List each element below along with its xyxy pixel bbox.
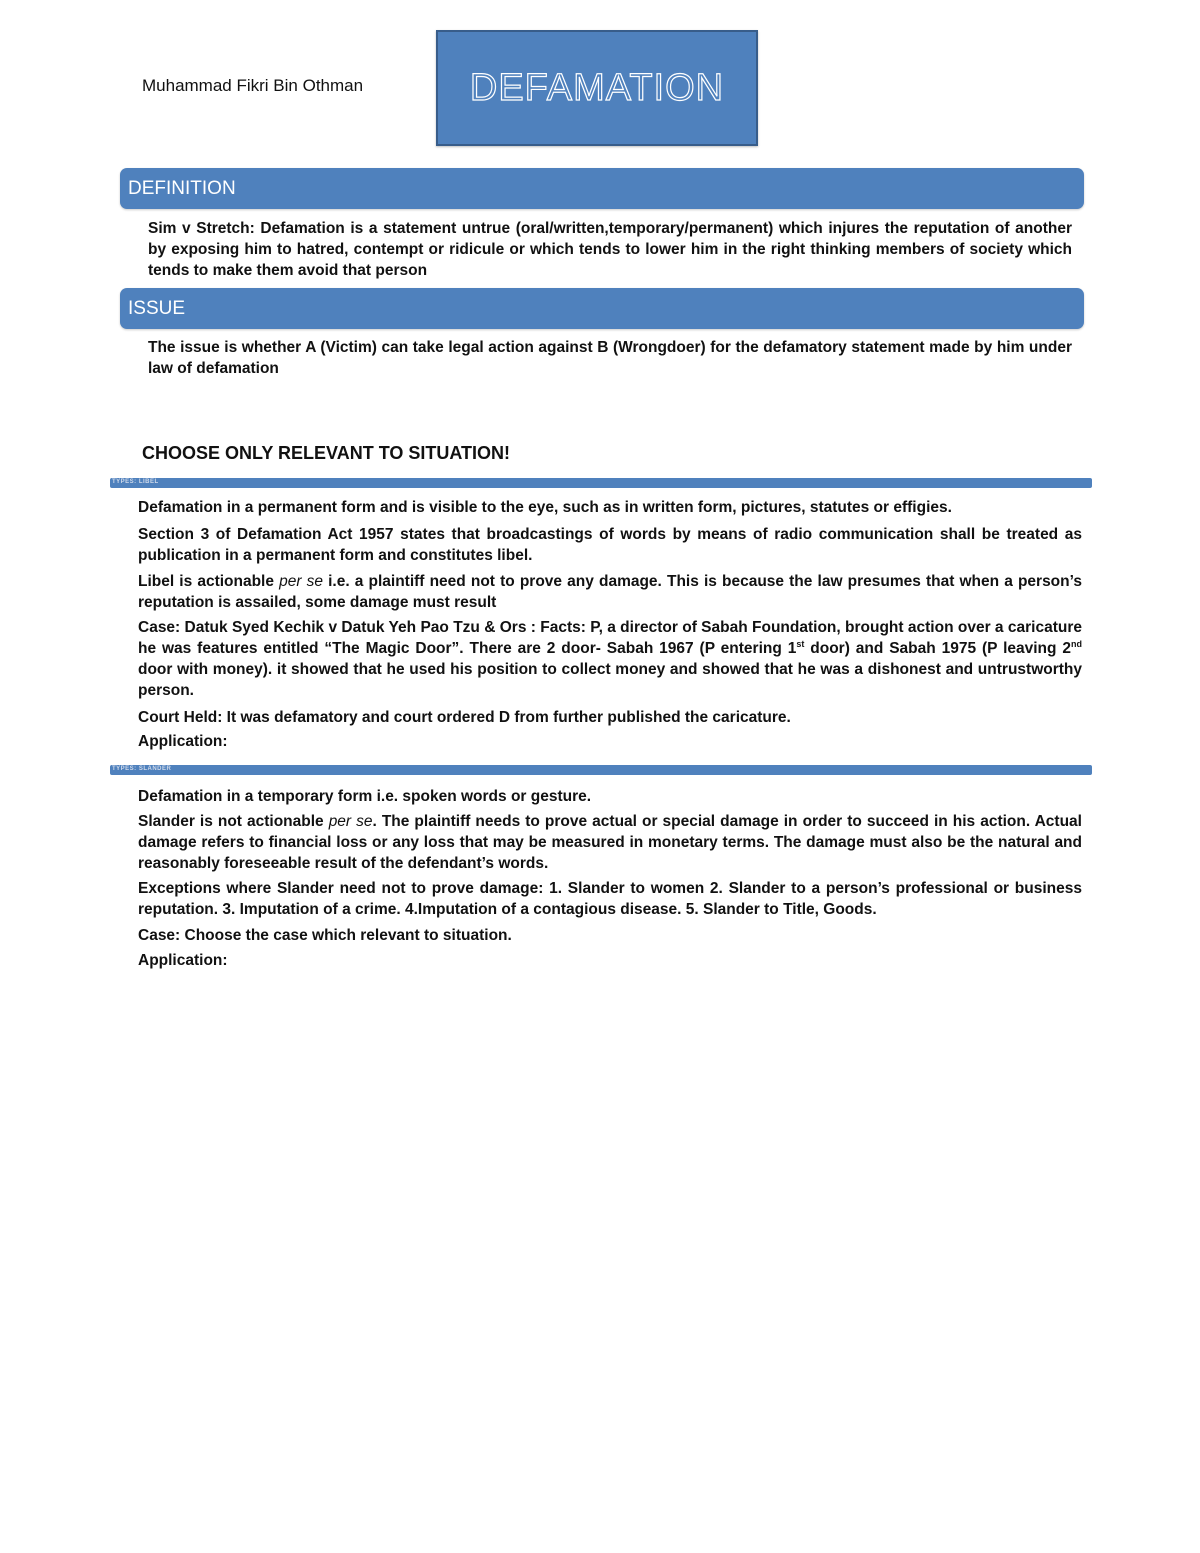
slander-per-se-italic: per se [328,813,373,830]
libel-definition: Defamation in a permanent form and is visible to the eye, such as in written form, pictures, statutes or effigies. [138,499,952,516]
libel-per-se-b: i.e. a plaintiff need not to prove any damage. This is because the law presumes that when a person’s reputation is assailed, some damage must result [138,573,1082,611]
libel-case-sup1: st [796,638,805,649]
slander-per-se-a: Slander is not actionable [138,813,329,830]
libel-case-a: Case: Datuk Syed Kechik v Datuk Yeh Pao Tzu & Ors : Facts: P, a director of Sabah Foundation, brought action over a caricature he was features entitled “The Magic Door”. There are 2 door- Sabah 1967 (P entering 1 [138,619,1082,657]
issue-text: The issue is whether A (Victim) can take legal action against B (Wrongdoer) for the defamatory statement made by him under law of defamation [148,339,1072,377]
definition-text: Sim v Stretch: Defamation is a statement untrue (oral/written,temporary/permanent) which injures the reputation of another by exposing him to hatred, contempt or ridicule or which tends to lower him in the right thinking members of society which tends to make them avoid that person [148,220,1072,279]
libel-case [138,617,1082,701]
slander-bar-label: TYPES: SLANDER [112,766,172,772]
title-box [436,30,758,146]
issue-header: ISSUE [120,288,1084,329]
libel-per-se [138,571,1082,613]
libel-case-c: door with money). it showed that he used his position to collect money and showed that he was a dishonest and untrustworthy person. [138,661,1082,699]
definition-header: DEFINITION [120,168,1084,209]
libel-case-sup2: nd [1071,638,1083,649]
slander-case: Case: Choose the case which relevant to situation. [138,927,512,944]
libel-section3: Section 3 of Defamation Act 1957 states that broadcastings of words by means of radio communication shall be treated as publication in a permanent form and constitutes libel. [138,526,1082,564]
libel-per-se-italic: per se [279,573,323,590]
slander-per-se [138,811,1082,874]
page-title: DEFAMATION [469,66,725,109]
slander-application: Application: [138,952,228,969]
slander-per-se-b: . The plaintiff needs to prove actual or special damage in order to succeed in his action. Actual damage refers to financial loss or any loss that may be measured in monetary terms. The damage must also be the natural and reasonably foreseeable result of the defendant’s words. [138,813,1082,872]
libel-case-b: door) and Sabah 1975 (P leaving 2 [804,640,1072,657]
libel-bar [110,478,1092,488]
choose-note: CHOOSE ONLY RELEVANT TO SITUATION! [142,443,511,463]
libel-court-held: Court Held: It was defamatory and court ordered D from further published the caricature. [138,709,791,726]
author-name: Muhammad Fikri Bin Othman [142,76,364,95]
slander-exceptions: Exceptions where Slander need not to prove damage: 1. Slander to women 2. Slander to a person’s professional or business reputation. 3. Imputation of a crime. 4.Imputation of a contagious disease. 5. Slander to Title, Goods. [138,880,1082,918]
slander-definition: Defamation in a temporary form i.e. spoken words or gesture. [138,788,592,805]
libel-bar-label: TYPES: LIBEL [112,479,159,485]
libel-application: Application: [138,733,228,750]
libel-per-se-a: Libel is actionable [138,573,280,590]
slander-bar [110,765,1092,775]
